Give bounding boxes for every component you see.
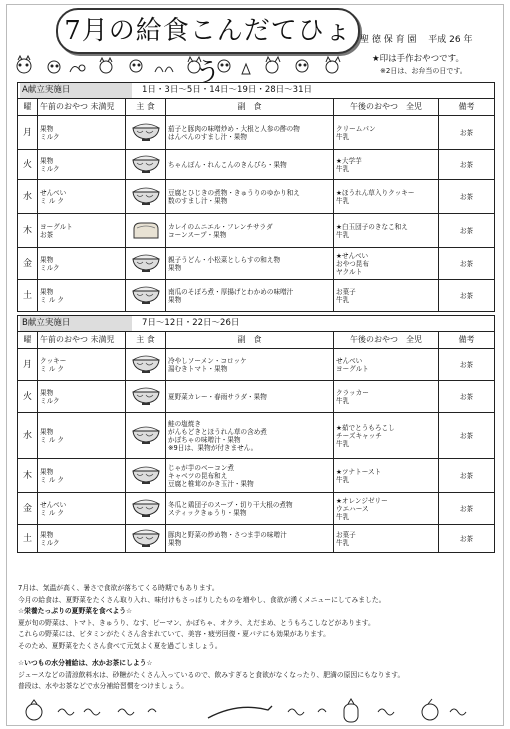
remarks-cell: お茶 xyxy=(439,280,495,312)
pm-snack-cell xyxy=(334,280,439,312)
staple-cell xyxy=(126,381,166,413)
remarks-cell: お茶 xyxy=(439,525,495,553)
am-snack-cell xyxy=(38,413,126,459)
line: 豆腐とひじきの煮物・きゅうりのゆかり和え xyxy=(168,188,300,197)
side-dish-cell xyxy=(166,116,334,150)
line: せんべい xyxy=(336,356,363,365)
column-header-row xyxy=(18,99,495,116)
staple-cell xyxy=(126,214,166,248)
line: 果物 xyxy=(40,156,54,165)
line: ★白玉団子のきなこ和え xyxy=(336,222,408,231)
vegetable-border-icon xyxy=(18,696,488,724)
am-snack-cell xyxy=(38,248,126,280)
side-dish-cell xyxy=(166,280,334,312)
day-cell: 火 xyxy=(18,381,38,413)
day-cell: 木 xyxy=(18,214,38,248)
col-staple: 主 食 xyxy=(126,332,166,349)
rice-bowl-icon xyxy=(131,354,161,374)
animal-border-icon xyxy=(10,54,350,80)
line: 牛乳 xyxy=(336,396,350,405)
line: はんぺんのすまし汁・果物 xyxy=(168,132,247,141)
rice-bowl-icon xyxy=(131,253,161,273)
line: 牛乳 xyxy=(336,196,350,205)
side-dish-cell xyxy=(166,214,334,248)
line: ヨーグルト xyxy=(40,222,73,231)
menu-row xyxy=(18,214,495,248)
section-a-label: A献立実施日 xyxy=(20,83,132,98)
am-snack-cell xyxy=(38,349,126,381)
col-youbi: 曜 xyxy=(18,332,38,349)
day-cell: 火 xyxy=(18,150,38,180)
staple-cell xyxy=(126,150,166,180)
line: ミ ル ク xyxy=(40,295,64,304)
remarks-cell: お茶 xyxy=(439,413,495,459)
menu-row xyxy=(18,180,495,214)
remarks-cell: お茶 xyxy=(439,214,495,248)
footer-p6: ジュースなどの清涼飲料水は、砂糖がたくさん入っているので、飲みすぎると食欲がなくなったり、肥満の原因にもなります。 xyxy=(18,670,405,679)
day-cell: 金 xyxy=(18,493,38,525)
rice-bowl-icon xyxy=(131,285,161,305)
day-cell: 水 xyxy=(18,413,38,459)
line: ※9日は、果物が付きません。 xyxy=(168,443,258,452)
line: 果物 xyxy=(168,295,182,304)
line: 冬瓜と鶏団子のスープ・切り干大根の煮物 xyxy=(168,500,293,509)
line: 親子うどん・小松菜としらすの和え物 xyxy=(168,255,281,264)
footer-p2: 今月の給食は、夏野菜をたくさん取り入れ、味付けもさっぱりしたものを増やし、食欲が湧くメニューにしてみました。 xyxy=(18,595,386,604)
col-am-snack: 午前のおやつ 未満児 xyxy=(38,99,126,116)
section-b-header xyxy=(18,316,495,332)
line: 牛乳 xyxy=(336,439,350,448)
section-a-dates: 1日・3日～5日・14日～19日・28日～31日 xyxy=(142,85,312,95)
side-dish-cell xyxy=(166,459,334,493)
line: クリームパン xyxy=(336,124,376,133)
footer-notes xyxy=(18,583,498,693)
line: 果物 xyxy=(40,287,54,296)
line: おやつ昆布 xyxy=(336,259,369,268)
staple-cell xyxy=(126,525,166,553)
line: ヤクルト xyxy=(336,267,363,276)
am-snack-cell xyxy=(38,381,126,413)
line: ★ツナトースト xyxy=(336,467,382,476)
menu-table-a xyxy=(17,82,495,312)
am-snack-cell xyxy=(38,214,126,248)
rice-bowl-icon xyxy=(131,528,161,548)
pm-snack-cell xyxy=(334,180,439,214)
pm-snack-cell xyxy=(334,525,439,553)
pm-snack-cell xyxy=(334,116,439,150)
day-cell: 水 xyxy=(18,180,38,214)
menu-row xyxy=(18,413,495,459)
rice-bowl-icon xyxy=(131,425,161,445)
line: ★大学芋 xyxy=(336,156,362,165)
day-cell: 土 xyxy=(18,280,38,312)
line: ★せんべい xyxy=(336,251,369,260)
line: 牛乳 xyxy=(336,132,350,141)
menu-row xyxy=(18,248,495,280)
line: ミ ル ク xyxy=(40,364,64,373)
line: 牛乳 xyxy=(336,538,350,547)
day-cell: 木 xyxy=(18,459,38,493)
line: ★オレンジゼリー xyxy=(336,496,388,505)
staple-cell xyxy=(126,349,166,381)
footer-p3: 夏が旬の野菜は、トマト、きゅうり、なす、ピーマン、かぼちゃ、オクラ、えだまめ、とうもろこしなどがあります。 xyxy=(18,618,375,627)
am-snack-cell xyxy=(38,493,126,525)
line: ミ ル ク xyxy=(40,475,64,484)
footer-p1: 7月は、気温が高く、暑さで食欲が落ちてくる時期でもあります。 xyxy=(18,584,219,592)
col-remarks: 備考 xyxy=(439,99,495,116)
line: 牛乳 xyxy=(336,164,350,173)
side-dish-cell xyxy=(166,493,334,525)
section-b-label: B献立実施日 xyxy=(20,316,132,331)
staple-cell xyxy=(126,248,166,280)
line: カレイのムニエル・フレンチサラダ xyxy=(168,222,273,231)
col-remarks: 備考 xyxy=(439,332,495,349)
line: 茄子と豚肉の味噌炒め・大根と人参の酢の物 xyxy=(168,124,300,133)
col-staple: 主 食 xyxy=(126,99,166,116)
line: 果物 xyxy=(40,255,54,264)
line: 数のすまし汁・果物 xyxy=(168,196,228,205)
bread-icon xyxy=(131,220,161,240)
line: ミルク xyxy=(40,538,60,547)
col-youbi: 曜 xyxy=(18,99,38,116)
menu-row xyxy=(18,280,495,312)
day-cell: 金 xyxy=(18,248,38,280)
rice-bowl-icon xyxy=(131,498,161,518)
line: 果物 xyxy=(40,467,54,476)
line: チーズキャッチ xyxy=(336,431,382,440)
menu-row xyxy=(18,493,495,525)
column-header-row xyxy=(18,332,495,349)
remarks-cell: お茶 xyxy=(439,349,495,381)
remarks-cell: お茶 xyxy=(439,116,495,150)
pm-snack-cell xyxy=(334,459,439,493)
line: 果物 xyxy=(168,538,182,547)
footer-heading-water: ☆いつもの水分補給は、水かお茶にしよう☆ xyxy=(18,659,153,667)
footer-heading-vegetables: ☆栄養たっぷりの夏野菜を食べよう☆ xyxy=(18,607,133,615)
line: がんもどきとほうれん草の含め煮 xyxy=(168,427,267,436)
remarks-cell: お茶 xyxy=(439,248,495,280)
line: ミルク xyxy=(40,132,60,141)
pm-snack-cell xyxy=(334,413,439,459)
line: 果物 xyxy=(40,388,54,397)
day-cell: 月 xyxy=(18,116,38,150)
footer-p7: 普段は、水やお茶などで水分補給習慣をつけましょう。 xyxy=(18,682,188,690)
section-a-header xyxy=(18,83,495,99)
menu-row xyxy=(18,459,495,493)
remarks-cell: お茶 xyxy=(439,150,495,180)
line: クッキー xyxy=(40,356,67,365)
line: お菓子 xyxy=(336,530,356,539)
line: 鮭の塩焼き xyxy=(168,419,201,428)
line: 夏野菜カレー・春雨サラダ・果物 xyxy=(168,392,267,401)
col-side: 副 食 xyxy=(166,332,334,349)
day-cell: 月 xyxy=(18,349,38,381)
col-pm-snack: 午後のおやつ 全児 xyxy=(334,332,439,349)
line: お茶 xyxy=(40,230,54,239)
line: ミルク xyxy=(40,164,60,173)
pm-snack-cell xyxy=(334,493,439,525)
remarks-cell: お茶 xyxy=(439,493,495,525)
line: ミルク xyxy=(40,396,60,405)
page-title: 7月の給食こんだてひょう xyxy=(56,8,360,54)
line: スティックきゅうり・果物 xyxy=(168,508,247,517)
line: 豚肉と野菜の炒め物・さつま芋の味噌汁 xyxy=(168,530,287,539)
side-dish-cell xyxy=(166,349,334,381)
line: 牛乳 xyxy=(336,295,350,304)
side-dish-cell xyxy=(166,150,334,180)
line: 果物 xyxy=(40,124,54,133)
line: 豆腐と椎茸のかき玉汁・果物 xyxy=(168,479,254,488)
col-am-snack: 午前のおやつ 未満児 xyxy=(38,332,126,349)
school-name: 聖 徳 保 育 園 平成 26 年 xyxy=(360,35,473,45)
day-cell: 土 xyxy=(18,525,38,553)
menu-row xyxy=(18,150,495,180)
line: キャベツの昆布和え xyxy=(168,471,228,480)
line: ミルク xyxy=(40,263,60,272)
menu-row xyxy=(18,116,495,150)
line: ミ ル ク xyxy=(40,435,64,444)
line: 果物 xyxy=(40,530,54,539)
remarks-cell: お茶 xyxy=(439,381,495,413)
line: お菓子 xyxy=(336,287,356,296)
line: 冷やしソーメン・コロッケ xyxy=(168,356,247,365)
line: かぼちゃの味噌汁・果物 xyxy=(168,435,241,444)
am-snack-cell xyxy=(38,525,126,553)
side-dish-cell xyxy=(166,525,334,553)
line: せんべい xyxy=(40,188,67,197)
pm-snack-cell xyxy=(334,214,439,248)
line: 湯むきトマト・果物 xyxy=(168,364,228,373)
pm-snack-cell xyxy=(334,150,439,180)
rice-bowl-icon xyxy=(131,122,161,142)
line: ちゃんぽん・れんこんのきんぴら・果物 xyxy=(168,160,287,169)
menu-table-b xyxy=(17,315,495,553)
staple-cell xyxy=(126,280,166,312)
menu-row xyxy=(18,349,495,381)
rice-bowl-icon xyxy=(131,186,161,206)
rice-bowl-icon xyxy=(131,386,161,406)
am-snack-cell xyxy=(38,150,126,180)
staple-cell xyxy=(126,116,166,150)
line: ミ ル ク xyxy=(40,508,64,517)
rice-bowl-icon xyxy=(131,465,161,485)
line: せんべい xyxy=(40,500,67,509)
pm-snack-cell xyxy=(334,349,439,381)
bento-note: ※2日は、お弁当の日です。 xyxy=(380,67,467,75)
col-side: 副 食 xyxy=(166,99,334,116)
line: ウエハース xyxy=(336,504,369,513)
am-snack-cell xyxy=(38,459,126,493)
line: 南瓜のそぼろ煮・厚揚げとわかめの味噌汁 xyxy=(168,287,294,296)
rice-bowl-icon xyxy=(131,154,161,174)
line: 果物 xyxy=(168,263,182,272)
line: 果物 xyxy=(40,427,54,436)
side-dish-cell xyxy=(166,248,334,280)
side-dish-cell xyxy=(166,413,334,459)
staple-cell xyxy=(126,493,166,525)
line: ★茹でとうもろこし xyxy=(336,423,395,432)
am-snack-cell xyxy=(38,116,126,150)
menu-row xyxy=(18,525,495,553)
staple-cell xyxy=(126,413,166,459)
footer-p4: これらの野菜には、ビタミンがたくさん含まれていて、美容・疲労回復・夏バテにも効果があります。 xyxy=(18,630,330,638)
line: 牛乳 xyxy=(336,230,350,239)
side-dish-cell xyxy=(166,180,334,214)
line: 牛乳 xyxy=(336,475,350,484)
footer-p5: そのため、夏野菜をたくさん食べて元気よく夏を過ごしましょう。 xyxy=(18,641,222,650)
pm-snack-cell xyxy=(334,248,439,280)
line: コーンスープ・果物 xyxy=(168,230,227,239)
line: クラッカー xyxy=(336,388,369,397)
am-snack-cell xyxy=(38,180,126,214)
am-snack-cell xyxy=(38,280,126,312)
line: ミ ル ク xyxy=(40,196,64,205)
handmade-note: ★印は手作おやつです。 xyxy=(372,54,464,64)
menu-row xyxy=(18,381,495,413)
remarks-cell: お茶 xyxy=(439,459,495,493)
col-pm-snack: 午後のおやつ 全児 xyxy=(334,99,439,116)
side-dish-cell xyxy=(166,381,334,413)
line: じゃが芋のベーコン煮 xyxy=(168,463,234,472)
section-b-dates: 7日～12日・22日～26日 xyxy=(142,318,240,328)
line: ★ほうれん草入りクッキー xyxy=(336,188,415,197)
staple-cell xyxy=(126,180,166,214)
remarks-cell: お茶 xyxy=(439,180,495,214)
line: 牛乳 xyxy=(336,512,350,521)
line: ヨーグルト xyxy=(336,364,369,373)
staple-cell xyxy=(126,459,166,493)
pm-snack-cell xyxy=(334,381,439,413)
